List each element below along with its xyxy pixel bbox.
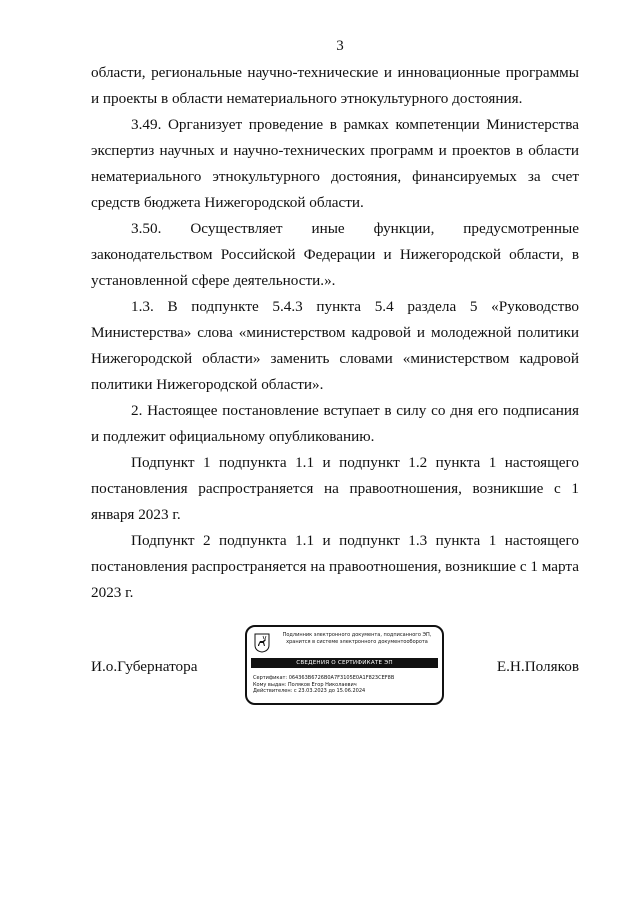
signature-block (91, 625, 579, 710)
page-number: 3 (336, 38, 344, 54)
paragraph-2: 2. Настоящее постановление вступает в силу со дня его подписания и подлежит официальному опубликованию. (91, 402, 579, 445)
stamp-details (253, 675, 438, 695)
stamp-issued-to: Кому выдан: Поляков Егор Николаевич (253, 681, 357, 688)
signatory-name: Е.Н.Поляков (496, 658, 579, 675)
document-body (91, 60, 579, 606)
stamp-header (273, 632, 441, 645)
paragraph-1-3: 1.3. В подпункте 5.4.3 пункта 5.4 раздела 5 «Руководство Министерства» слова «министерством кадровой и молодежной политики Нижегородской области» заменить словами «министерством кадровой политики Нижегородской области». (91, 298, 579, 393)
paragraph-effective-mar: Подпункт 2 подпункта 1.1 и подпункт 1.3 пункта 1 настоящего постановления распространяется на правоотношения, возникшие с 1 марта 2023 г. (91, 532, 579, 601)
paragraph-effective-jan: Подпункт 1 подпункта 1.1 и подпункт 1.2 пункта 1 настоящего постановления распространяется на правоотношения, возникшие с 1 января 2023 г. (91, 454, 579, 523)
paragraph-3-49: 3.49. Организует проведение в рамках компетенции Министерства экспертиз научных и научно-технических программ и проектов в области нематериального этнокультурного достояния, финансируемых за счет средств бюджета Нижегородской области. (91, 116, 579, 211)
stamp-validity: Действителен: с 23.03.2023 до 15.06.2024 (253, 688, 366, 694)
paragraph-continuation: области, региональные научно-технические и инновационные программы и проекты в области нематериального этнокультурного достояния. (91, 64, 579, 107)
stamp-certificate: Сертификат: 064363B6726B0A7F3105E0A1F823CEF8B (253, 675, 395, 681)
signatory-position: И.о.Губернатора (91, 658, 198, 675)
stamp-title: СВЕДЕНИЯ О СЕРТИФИКАТЕ ЭП (251, 658, 438, 668)
stamp-header-line2: хранится в системе электронного документооборота (286, 638, 428, 645)
paragraph-3-50: 3.50. Осуществляет иные функции, предусмотренные законодательством Российской Федерации и Нижегородской области, в установленной сфере деятельности.». (91, 220, 579, 289)
stamp-header-line1: Подлинник электронного документа, подписанного ЭП, (282, 632, 432, 638)
deer-emblem-icon (254, 633, 270, 653)
electronic-signature-stamp (245, 625, 444, 705)
